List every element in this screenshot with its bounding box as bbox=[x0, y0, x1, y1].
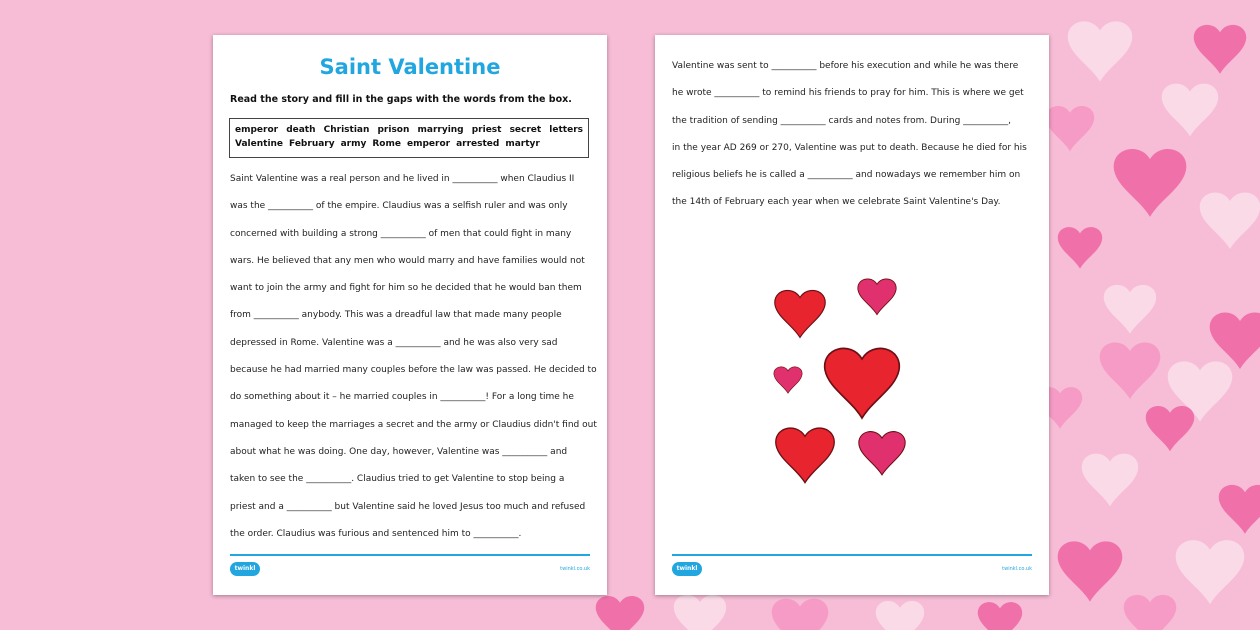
word-box-word: emperor bbox=[406, 139, 451, 149]
word-box-word: Christian bbox=[323, 125, 370, 135]
story-text-page-2 bbox=[672, 61, 1032, 225]
story-line: taken to see the __________. Claudius tried to get Valentine to stop being a bbox=[230, 474, 565, 485]
story-line: he wrote __________ to remind his friends to pray for him. This is where we get bbox=[672, 88, 1024, 99]
heart-icon bbox=[775, 290, 825, 337]
word-box-word: martyr bbox=[505, 139, 540, 149]
story-line: about what he was doing. One day, however, Valentine was __________ and bbox=[230, 446, 568, 457]
word-box-word: prison bbox=[377, 125, 410, 135]
word-box-word: army bbox=[340, 139, 367, 149]
footer-divider bbox=[230, 554, 590, 556]
footer-url: twinkl.co.uk bbox=[1002, 566, 1032, 572]
word-box-word: February bbox=[289, 139, 335, 149]
word-box-word: death bbox=[286, 125, 316, 135]
story-line: in the year AD 269 or 270, Valentine was put to death. Because he died for his bbox=[672, 142, 1027, 153]
worksheet-page-1 bbox=[213, 35, 607, 595]
word-box-word: marrying bbox=[417, 125, 464, 135]
story-line: want to join the army and fight for him so he decided that he would ban them bbox=[230, 283, 582, 294]
story-line: the order. Claudius was furious and sentenced him to __________. bbox=[230, 528, 522, 539]
word-box-word: emperor bbox=[235, 125, 279, 135]
story-line: managed to keep the marriages a secret and the army or Claudius didn't find out bbox=[230, 419, 597, 430]
worksheet-page-2 bbox=[655, 35, 1049, 595]
heart-icon bbox=[859, 432, 905, 475]
heart-icon bbox=[825, 348, 900, 418]
story-line: because he had married many couples before the law was passed. He decided to bbox=[230, 365, 597, 376]
story-line: the 14th of February each year when we celebrate Saint Valentine's Day. bbox=[672, 197, 1001, 208]
word-box bbox=[229, 118, 589, 158]
heart-icon bbox=[776, 428, 834, 483]
story-line: do something about it – he married couples in __________! For a long time he bbox=[230, 392, 574, 403]
story-text-page-1 bbox=[230, 174, 597, 556]
instructions: Read the story and fill in the gaps with the words from the box. bbox=[230, 94, 572, 105]
footer-url: twinkl.co.uk bbox=[560, 566, 590, 572]
story-line: from __________ anybody. This was a dreadful law that made many people bbox=[230, 310, 562, 321]
footer-divider bbox=[672, 554, 1032, 556]
worksheet-title: Saint Valentine bbox=[319, 55, 501, 79]
heart-icon bbox=[774, 367, 802, 393]
word-box-word: priest bbox=[471, 125, 502, 135]
word-box-word: Valentine bbox=[235, 139, 284, 149]
word-box-word: arrested bbox=[456, 139, 500, 149]
word-box-word: Rome bbox=[372, 139, 401, 149]
story-line: was the __________ of the empire. Claudius was a selfish ruler and was only bbox=[230, 201, 568, 212]
word-box-row bbox=[235, 137, 583, 151]
word-box-word: letters bbox=[549, 125, 583, 135]
hearts-illustration bbox=[765, 270, 945, 490]
story-line: wars. He believed that any men who would marry and have families would not bbox=[230, 255, 585, 266]
twinkl-logo: twinkl bbox=[230, 562, 260, 576]
story-line: Saint Valentine was a real person and he lived in __________ when Claudius II bbox=[230, 174, 575, 184]
story-line: concerned with building a strong __________ of men that could fight in many bbox=[230, 228, 572, 239]
heart-icon bbox=[858, 279, 896, 315]
story-line: Valentine was sent to __________ before his execution and while he was there bbox=[672, 61, 1019, 71]
word-box-row bbox=[235, 123, 583, 137]
word-box-word: secret bbox=[509, 125, 542, 135]
twinkl-logo: twinkl bbox=[672, 562, 702, 576]
story-line: depressed in Rome. Valentine was a __________ and he was also very sad bbox=[230, 337, 558, 348]
story-line: priest and a __________ but Valentine said he loved Jesus too much and refused bbox=[230, 501, 586, 512]
story-line: the tradition of sending __________ cards and notes from. During __________, bbox=[672, 115, 1012, 126]
story-line: religious beliefs he is called a __________ and nowadays we remember him on bbox=[672, 170, 1021, 181]
